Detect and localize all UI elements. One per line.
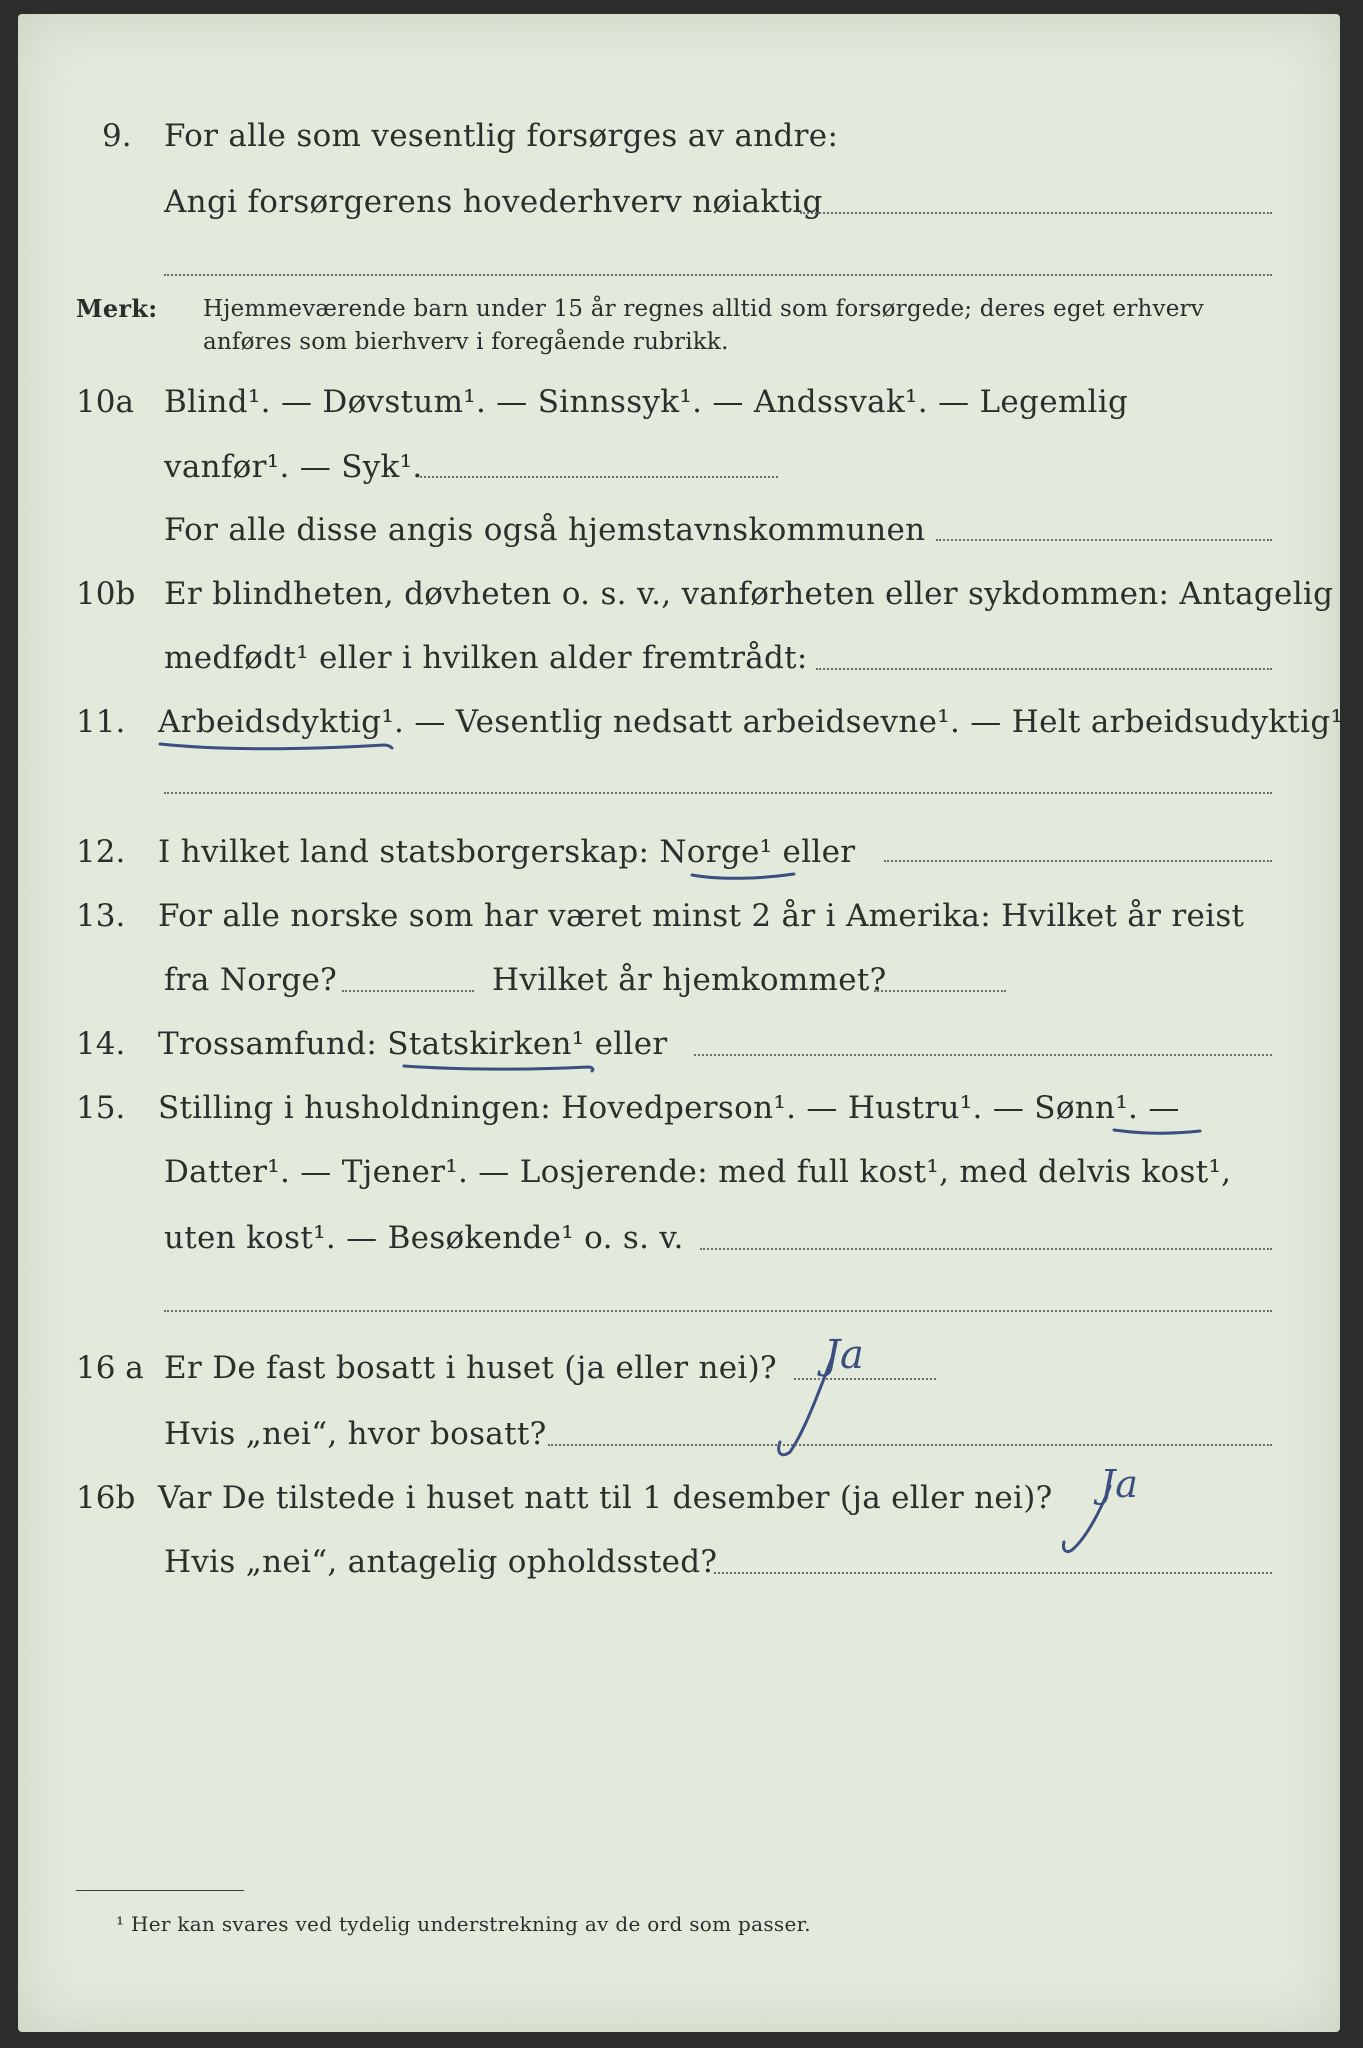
q16a-number: 16 a — [76, 1350, 144, 1386]
q16b-answer-stroke — [1058, 1482, 1128, 1562]
q9-answer-line — [800, 212, 1272, 214]
q16a-residence-line — [548, 1444, 1272, 1446]
q10a-line2: vanfør¹. — Syk¹. — [164, 449, 423, 485]
q13-line2a: fra Norge? — [164, 962, 338, 998]
footnote-text: ¹ Her kan svares ved tydelig understrekning av de ord som passer. — [116, 1912, 811, 1936]
q16a-line2: Hvis „nei“, hvor bosatt? — [164, 1416, 547, 1452]
q9-line1: For alle som vesentlig forsørges av andre: — [164, 118, 839, 154]
q15-number: 15. — [76, 1090, 126, 1126]
q16b-handwritten-answer: Ja — [1100, 1462, 1138, 1506]
census-form-page — [18, 14, 1354, 2032]
q15-line1: Stilling i husholdningen: Hovedperson¹. — Hustru¹. — Sønn¹. — — [158, 1090, 1180, 1126]
q12-line1: I hvilket land statsborgerskap: Norge¹ eller — [158, 834, 856, 870]
q11-answer-line — [164, 792, 1272, 794]
q14-answer-line — [694, 1054, 1272, 1056]
q16a-line1: Er De fast bosatt i huset (ja eller nei)? — [164, 1350, 777, 1386]
q16b-location-line — [714, 1572, 1272, 1574]
q15-underline-ink — [1112, 1122, 1212, 1142]
q12-number: 12. — [76, 834, 126, 870]
q16b-line1: Var De tilstede i huset natt til 1 desember (ja eller nei)? — [158, 1480, 1053, 1516]
merk-line2: anføres som bierhverv i foregående rubrikk. — [203, 329, 729, 355]
q10a-answer-line — [420, 476, 778, 478]
footnote-rule — [76, 1890, 244, 1891]
q16b-line2: Hvis „nei“, antagelig opholdssted? — [164, 1544, 718, 1580]
q9-number: 9. — [102, 118, 132, 154]
q16a-answer-stroke — [770, 1354, 850, 1464]
q10b-line2: medfødt¹ eller i hvilken alder fremtrådt: — [164, 640, 808, 676]
merk-label: Merk: — [76, 294, 158, 323]
q15-answer-line — [700, 1248, 1272, 1250]
q14-underline-ink — [402, 1058, 602, 1078]
q14-line1: Trossamfund: Statskirken¹ eller — [158, 1026, 668, 1062]
q15-line3: uten kost¹. — Besøkende¹ o. s. v. — [164, 1220, 684, 1256]
q10b-answer-line — [816, 668, 1272, 670]
q12-answer-line — [884, 860, 1272, 862]
q13-line1: For alle norske som har været minst 2 år i Amerika: Hvilket år reist — [158, 898, 1245, 934]
q16a-handwritten-answer: Ja — [824, 1332, 864, 1378]
q10a-line3: For alle disse angis også hjemstavnskommunen — [164, 512, 926, 548]
q10b-line1: Er blindheten, døvheten o. s. v., vanførheten eller sykdommen: Antagelig — [164, 576, 1334, 612]
merk-line1: Hjemmeværende barn under 15 år regnes alltid som forsørgede; deres eget erhverv — [203, 296, 1204, 322]
q13-line2b: Hvilket år hjemkommet? — [492, 962, 887, 998]
q12-underline-ink — [690, 866, 802, 886]
q16b-number: 16b — [76, 1480, 136, 1516]
q10a-line1: Blind¹. — Døvstum¹. — Sinnssyk¹. — Andssvak¹. — Legemlig — [164, 384, 1129, 420]
q10a-municipality-line — [936, 539, 1272, 541]
q13-number: 13. — [76, 898, 126, 934]
q11-line1: Arbeidsdyktig¹. — Vesentlig nedsatt arbeidsevne¹. — Helt arbeidsudyktig¹. — [158, 704, 1354, 740]
q10a-number: 10a — [76, 384, 134, 420]
q11-underline-ink — [158, 736, 398, 756]
q11-number: 11. — [76, 704, 126, 740]
q9-answer-line-2 — [164, 274, 1272, 276]
q13-year-returned-line — [874, 990, 1006, 992]
q14-number: 14. — [76, 1026, 126, 1062]
q10b-number: 10b — [76, 576, 136, 612]
q15-answer-line-2 — [164, 1310, 1272, 1312]
q13-year-left-line — [342, 990, 474, 992]
q15-line2: Datter¹. — Tjener¹. — Losjerende: med full kost¹, med delvis kost¹, — [164, 1154, 1232, 1190]
q9-line2: Angi forsørgerens hovederhverv nøiaktig — [164, 184, 823, 220]
